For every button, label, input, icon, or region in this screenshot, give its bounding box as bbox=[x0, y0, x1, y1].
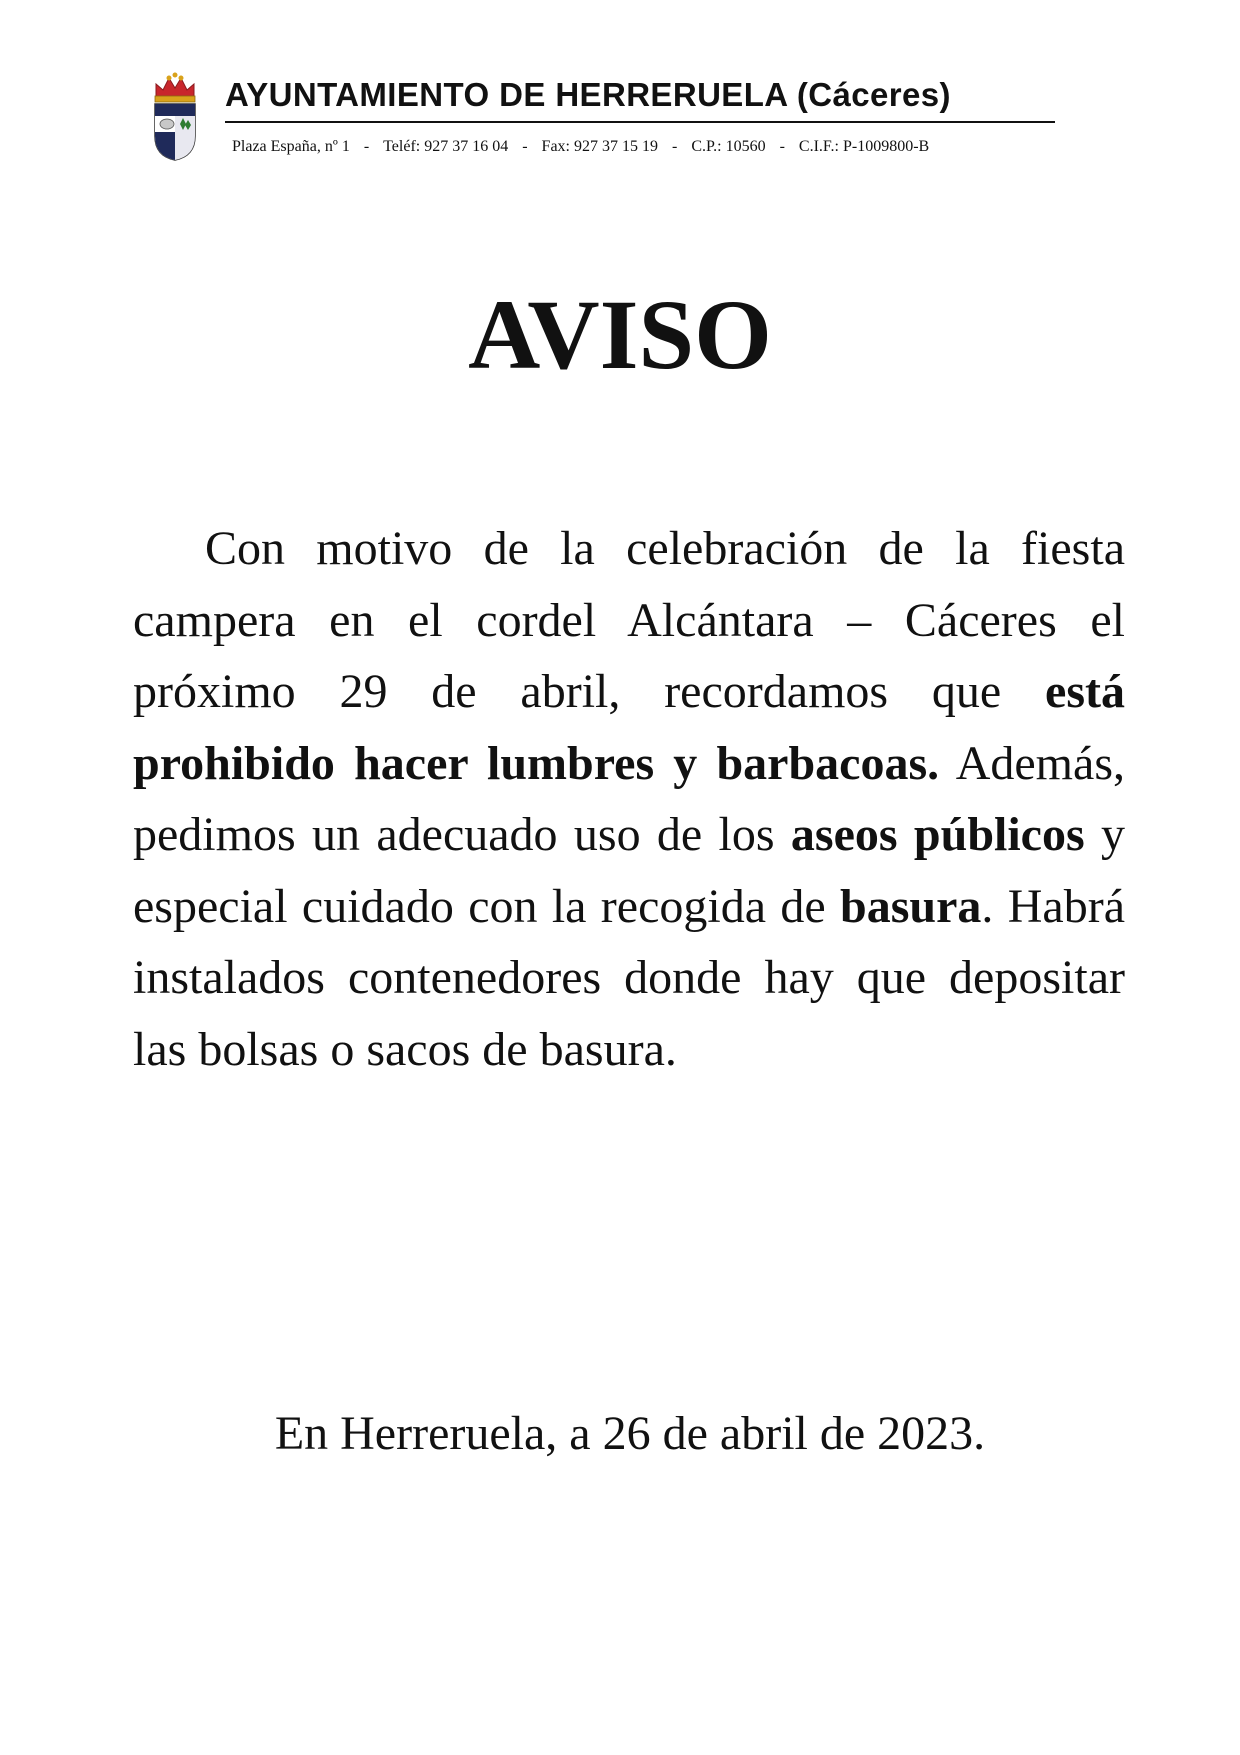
body-text-2: Además, pedimos un adecuado uso de los bbox=[133, 736, 1125, 861]
separator: - bbox=[779, 138, 785, 155]
notice-body bbox=[133, 513, 1125, 1085]
notice-title: AVISO bbox=[468, 279, 772, 390]
body-emphasis-garbage: basura bbox=[840, 879, 982, 933]
separator: - bbox=[363, 138, 370, 155]
separator: - bbox=[672, 138, 678, 155]
body-emphasis-toilets: aseos públicos bbox=[790, 808, 1085, 861]
postal-code: C.P.: 10560 bbox=[691, 138, 766, 155]
coat-of-arms-icon bbox=[150, 72, 200, 162]
fax: Fax: 927 37 15 19 bbox=[541, 138, 658, 155]
letterhead bbox=[150, 72, 1055, 172]
cif: C.I.F.: P-1009800-B bbox=[798, 138, 930, 155]
contact-line bbox=[232, 138, 929, 156]
organization-name: AYUNTAMIENTO DE HERRERUELA (Cáceres) bbox=[225, 76, 951, 113]
separator: - bbox=[522, 138, 528, 155]
closing-date-line: En Herreruela, a 26 de abril de 2023. bbox=[274, 1407, 986, 1460]
body-text-1: Con motivo de la celebración de la fiesta campera en el cordel Alcántara – Cáceres el próximo 29 de abril, recordamos que bbox=[133, 522, 1125, 718]
phone: Teléf: 927 37 16 04 bbox=[383, 138, 509, 155]
body-text-3: y especial cuidado con la recogida de bbox=[133, 808, 1126, 933]
body-emphasis-prohibition: está prohibido hacer lumbres y barbacoas. bbox=[133, 665, 1125, 790]
header-rule bbox=[225, 121, 1055, 123]
address: Plaza España, nº 1 bbox=[232, 138, 350, 155]
body-text-4: . Habrá instalados contenedores donde hay que depositar las bolsas o sacos de basura. bbox=[133, 879, 1126, 1076]
